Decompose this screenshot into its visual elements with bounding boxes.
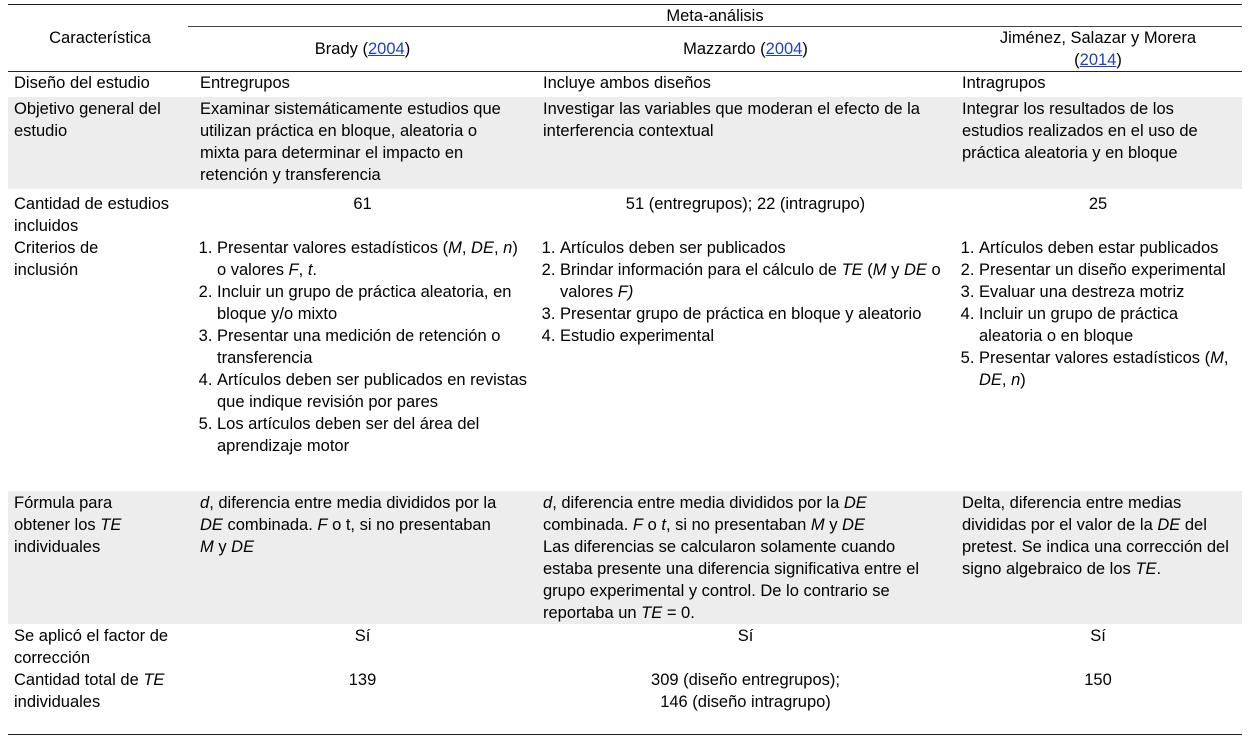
label-total (14, 669, 174, 713)
brady-formula: d, diferencia entre media divididos por la DE combinada. F o t, si no presentaban M y DE (200, 494, 497, 556)
header-meta-analisis: Meta-análisis (666, 7, 764, 25)
header-jimenez (962, 27, 1234, 71)
list-item: 5. Los artículos deben ser del área del aprendizaje motor (217, 413, 530, 457)
brady-year-link[interactable]: 2004 (367, 40, 405, 58)
mazzardo-diseno: Incluye ambos diseños (543, 74, 711, 92)
jimenez-formula: Delta, diferencia entre medias divididas por el valor de la DE del pretest. Se indica una corrección del signo algebraico de los TE. (962, 494, 1229, 578)
total-label-part: Cantidad total de (14, 671, 144, 689)
list-item: 3. Presentar grupo de práctica en bloque y aleatorio (560, 303, 943, 325)
list-item: 4. Artículos deben ser publicados en revistas que indique revisión por pares (217, 369, 530, 413)
formula-label-te: TE (100, 516, 122, 534)
header-brady (200, 38, 525, 60)
mazzardo-total (543, 669, 948, 713)
label-criterios: Criterios de inclusión (14, 239, 99, 279)
brady-diseno: Entregrupos (200, 74, 290, 92)
jimenez-factor: Sí (1090, 627, 1106, 645)
mazzardo-author: Mazzardo ( (683, 40, 766, 58)
label-cantidad: Cantidad de estudios incluidos (14, 195, 170, 235)
jimenez-year-link[interactable]: 2014 (1079, 51, 1117, 69)
jimenez-objetivo: Integrar los resultados de los estudios realizados en el uso de práctica aleatoria y en bloque (962, 100, 1198, 162)
list-item: 1. Artículos deben ser publicados (560, 237, 943, 259)
brady-author: Brady ( (314, 40, 368, 58)
label-factor: Se aplicó el factor de corrección (14, 627, 169, 667)
jimenez-criterios (962, 237, 1242, 391)
mazzardo-criterios (543, 237, 943, 347)
list-item: 4. Estudio experimental (560, 325, 943, 347)
list-item: 4. Incluir un grupo de práctica aleatoria o en bloque (979, 303, 1242, 347)
label-formula (14, 492, 144, 558)
mazzardo-total-line: 146 (diseño intragrupo) (660, 693, 831, 711)
jimenez-open: ( (1074, 51, 1080, 69)
brady-total: 139 (348, 671, 377, 689)
list-item: 2. Incluir un grupo de práctica aleatoria, en bloque y/o mixto (217, 281, 530, 325)
jimenez-authors: Jiménez, Salazar y Morera (999, 29, 1197, 47)
total-label-te: TE (143, 671, 165, 689)
list-item: 1. Presentar valores estadísticos (M, DE, n) o valores F, t. (217, 237, 530, 281)
jimenez-total: 150 (1084, 671, 1112, 689)
jimenez-close: ) (1116, 51, 1122, 69)
list-item: 2. Presentar un diseño experimental (979, 259, 1242, 281)
header-caracteristica: Característica (49, 29, 151, 47)
mazzardo-factor: Sí (737, 627, 754, 645)
list-item: 3. Evaluar una destreza motriz (979, 281, 1242, 303)
list-item: 1. Artículos deben estar publicados (979, 237, 1242, 259)
mazzardo-year-link[interactable]: 2004 (765, 40, 803, 58)
formula-label-part: Fórmula para obtener los (14, 494, 113, 534)
brady-objetivo: Examinar sistemáticamente estudios que utilizan práctica en bloque, aleatoria o mixta para determinar el impacto en retención y transferencia (200, 100, 501, 184)
label-objetivo: Objetivo general del estudio (14, 100, 161, 140)
list-item: 5. Presentar valores estadísticos (M, DE, n) (979, 347, 1242, 391)
jimenez-diseno: Intragrupos (962, 74, 1046, 92)
mazzardo-close: ) (802, 40, 808, 58)
brady-criterios (200, 237, 530, 457)
label-diseno: Diseño del estudio (14, 74, 150, 92)
mazzardo-formula: d, diferencia entre media divididos por la DE combinada. F o t, si no presentaban M y DE Las diferencias se calcularon solamente cuando estaba presente una diferencia significativa entre el grupo experimental y control. De lo contrario se reportaba un TE = 0. (543, 494, 920, 622)
formula-label-part: individuales (14, 538, 101, 556)
header-mazzardo (543, 38, 948, 60)
total-label-part: individuales (14, 693, 101, 711)
list-item: 2. Brindar información para el cálculo de TE (M y DE o valores F) (560, 259, 943, 303)
mazzardo-total-line: 309 (diseño entregrupos); (651, 671, 840, 689)
jimenez-cantidad: 25 (1088, 195, 1108, 213)
bottom-rule (8, 734, 1242, 735)
brady-close: ) (404, 40, 411, 58)
list-item: 3. Presentar una medición de retención o transferencia (217, 325, 530, 369)
mazzardo-cantidad: 51 (entregrupos); 22 (intragrupo) (625, 195, 866, 213)
brady-cantidad: 61 (353, 195, 372, 213)
mazzardo-objetivo: Investigar las variables que moderan el efecto de la interferencia contextual (543, 100, 920, 140)
brady-factor: Sí (354, 627, 371, 645)
